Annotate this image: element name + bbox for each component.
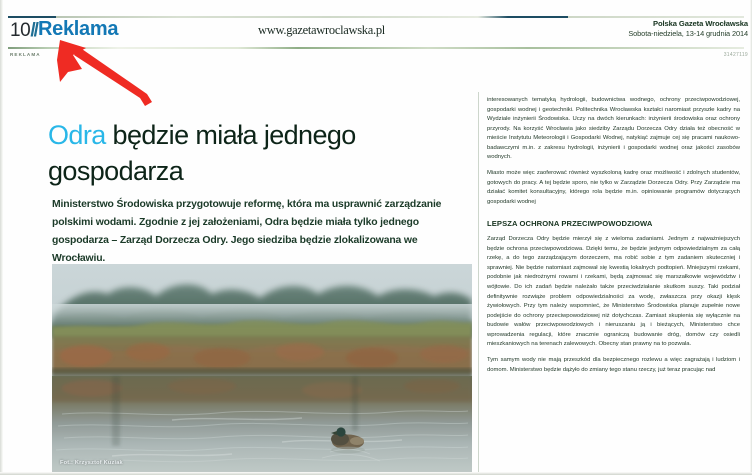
side-paragraph: Tym samym wody nie mają przeszkód dla bezpiecznego rozlewu a więc zagrażają i ludziom i domom. Ministerstwo będzie dążyło do zmiany tego stanu rzeczy, już teraz pracując nad xyxy=(487,356,740,373)
article-lead-paragraph: Ministerstwo Środowiska przygotowuje reformę, która ma usprawnić zarządzanie polskimi wodami. Zgodnie z jej założeniami, Odra będzie miała tylko jednego gospodarza – Zarząd Dorzecza Odry. Jego siedziba będzie zlokalizowana we Wrocławiu. xyxy=(52,199,442,265)
folio-separator: // xyxy=(30,20,37,41)
side-paragraph: Zarząd Dorzecza Odry będzie mierzył się z wieloma zadaniami. Jednym z najważniejszych będzie ochrona przeciwpowodziowa. Dzięki temu, że będzie jedynym odpowiedzialnym za całą rzekę, a do tego zarządzającym dorzeczem, ma robić sobie z tym zadaniem skuteczniej i sprawniej. Nie będzie natomiast zajmował się kwestią lokalnych podtopień. Mniejszymi rzekami, podobnie jak niedrożnymi rowami i rzekami, będą zajmować się marszałkowie województw i wójtowie. Do ich zadań będzie należało także przeciwdziałanie skutkom suszy. Taki podział definitywnie rozwiąże problem odpowiedzialności za wodę, zwłaszcza przy okazji klęsk żywiołowych. Przy tym należy wspomnieć, że Ministerstwo Środowiska planuje zupełnie nowe podejście do ochrony przeciwpowodziowej niż dotychczas. Zamiast skupienia się wyłącznie na budowie wałów przeciwpowodziowych i nieruszaniu ją i bieżących, Ministerstwo chce wprowadzenia regulacji, które znacznie ograniczą budowanie dróg, domów czy osiedli mieszkaniowych na terenach zalewowych. Obecny stan prawny na to pozwala. xyxy=(487,236,740,348)
scan-edge-left xyxy=(0,0,3,475)
river-landscape-photo-graphic xyxy=(52,264,472,472)
headline-remainder: będzie miała jednego gospodarza xyxy=(48,120,356,186)
side-paragraph: Miasto może więc zaoferować również wyszkoloną kadrę oraz możliwość i zdolnych studentów, gotowych do pracy. A tej będzie sporo, nie tylko w Zarządzie Dorzecza Odry. Przy Zarządzie ma działać komitet konsultacyjny, którego rola będzie m.in. opiniowanie programów dotyczących gospodarki wodnej xyxy=(487,169,740,205)
photo-credit: Fot.: Krzysztof Kuziak xyxy=(60,460,123,466)
issue-code: 31427119 xyxy=(723,52,748,58)
masthead-top-rule xyxy=(8,16,744,18)
publication-date: Sobota-niedziela, 13-14 grudnia 2014 xyxy=(628,29,748,38)
side-text-column xyxy=(487,96,740,375)
article-headline xyxy=(48,118,458,189)
folio-page-number xyxy=(10,20,37,42)
website-url: www.gazetawroclawska.pl xyxy=(258,23,385,37)
column-divider xyxy=(478,92,479,472)
side-subheading: LEPSZA OCHRONA PRZECIWPOWODZIOWA xyxy=(487,219,653,229)
headline-accent-word: Odra xyxy=(48,120,106,151)
section-title-reklama: Reklama xyxy=(38,18,119,40)
folio-number-text: 10 xyxy=(10,20,31,41)
advertisement-tag: REKLAMA xyxy=(10,52,41,57)
masthead-bottom-rule xyxy=(8,47,744,49)
article-photo xyxy=(52,264,472,472)
newspaper-title: Polska Gazeta Wrocławska xyxy=(653,19,748,28)
masthead xyxy=(0,0,752,62)
side-paragraph: interesowanych tematyką hydrologii, budownictwa wodnego, ochrony przeciwpowodziowej, gospodarki wodnej i geotechniki. Politechnika Wrocławska kształci naromiast przyszłe kadry na Wydziale inżynierii Środowiska. Uczy na dwóch kierunkach: inżynierii środowiska oraz ochrony przyrody. Na korzyść Wrocławia jako siedziby Zarządu Dorzecza Odry działa też obecność w mieście Instytutu Meteorologii i Gospodarki Wodnej, natykiąć zajmuje cej się pracami naukowo-badawczymi m.in. z zakresu hydrologii, inżynierii i gospodarki wodnej oraz jakości zasobów wodnych. xyxy=(487,97,740,161)
